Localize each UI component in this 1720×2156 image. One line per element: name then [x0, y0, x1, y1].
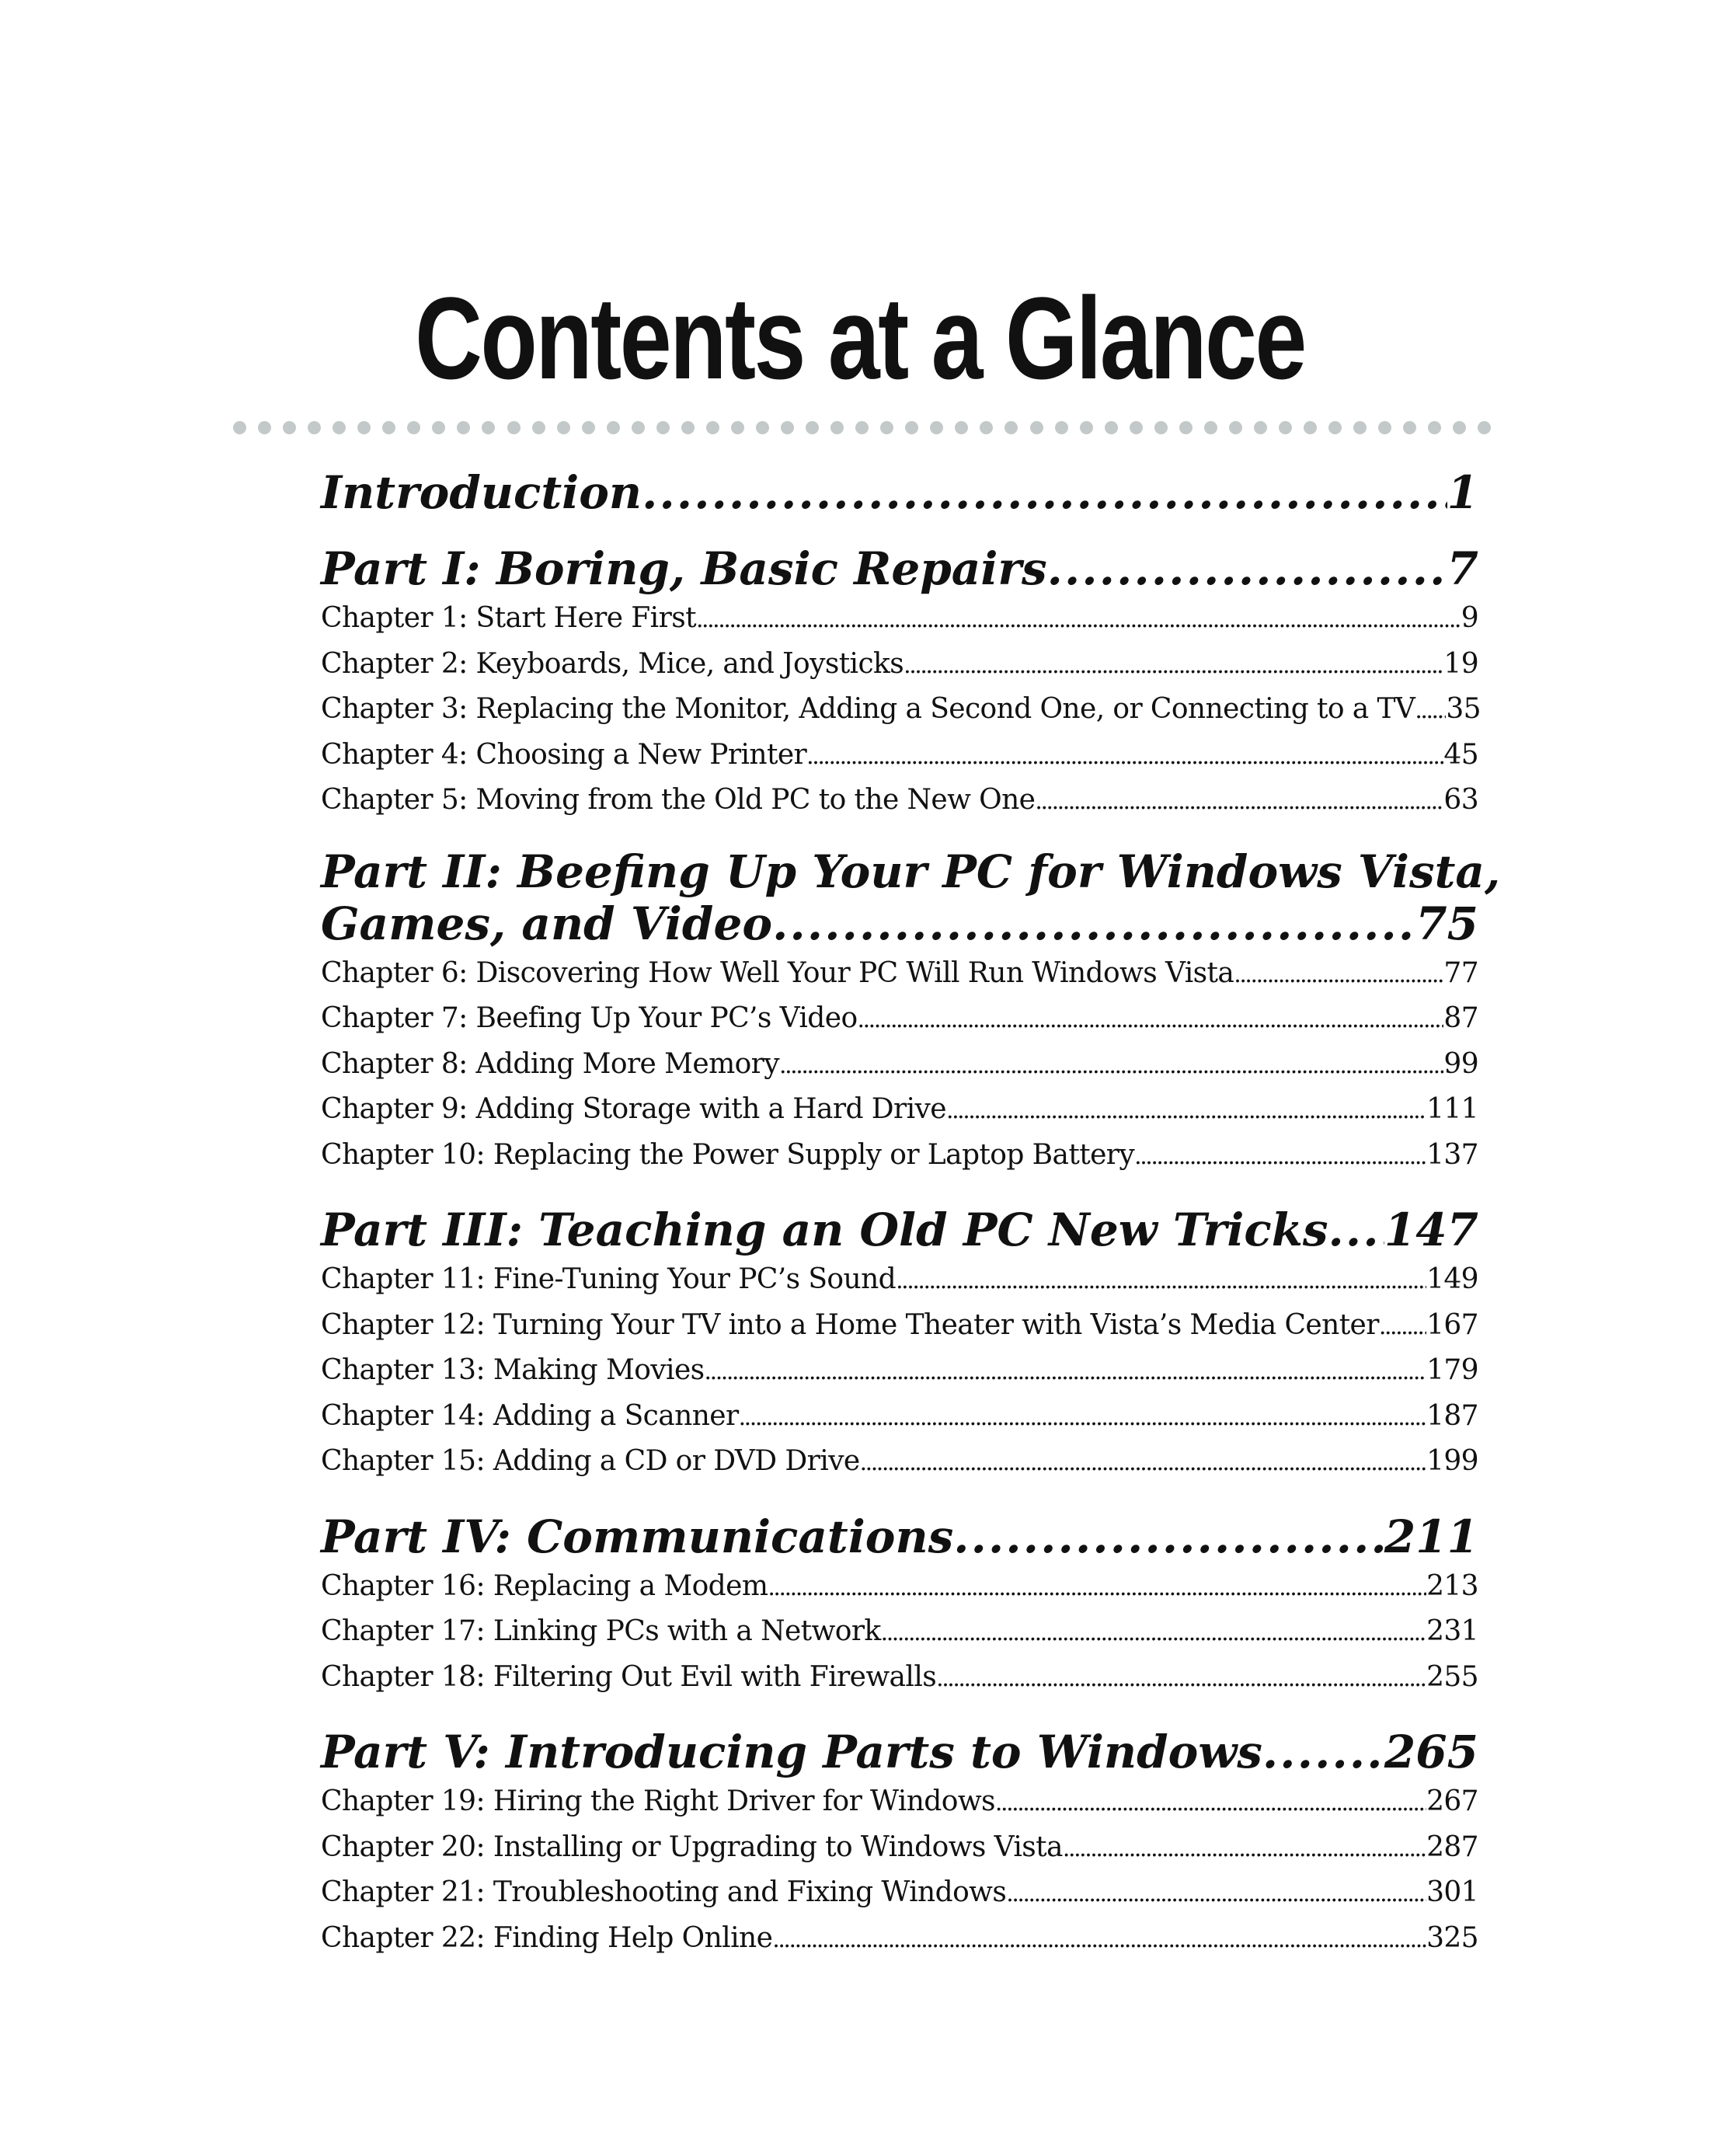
toc-chapter-18[interactable] — [321, 1656, 1478, 1701]
dot-leader — [860, 1440, 1427, 1486]
dot-leader — [768, 1565, 1426, 1611]
toc-chapter-2[interactable] — [321, 643, 1478, 688]
dot-leader — [1134, 1134, 1426, 1179]
toc-chapter-13[interactable] — [321, 1349, 1478, 1395]
chapter-title: Chapter 21: Troubleshooting and Fixing Windows — [321, 1876, 1007, 1908]
page-number: 167 — [1426, 1308, 1478, 1341]
part-title-line-2: Games, and Video — [321, 897, 773, 950]
dot-leader — [1328, 1202, 1384, 1258]
chapter-title: Chapter 12: Turning Your TV into a Home Theater with Vista’s Media Center — [321, 1308, 1379, 1341]
page-number: 77 — [1443, 956, 1478, 989]
dot-leader — [696, 597, 1461, 643]
page-number: 111 — [1426, 1093, 1478, 1125]
chapter-title: Chapter 20: Installing or Upgrading to Windows Vista — [321, 1830, 1063, 1863]
toc-chapter-4[interactable] — [321, 733, 1478, 779]
toc-chapter-6[interactable] — [321, 952, 1478, 998]
page-number: 63 — [1443, 784, 1478, 816]
toc-chapter-7[interactable] — [321, 997, 1478, 1043]
toc-part-5[interactable] — [321, 1724, 1478, 1780]
toc-chapter-22[interactable] — [321, 1917, 1478, 1963]
page-number: 325 — [1426, 1921, 1478, 1954]
page-number: 19 — [1443, 647, 1478, 680]
toc-chapter-15[interactable] — [321, 1440, 1478, 1486]
dot-leader — [642, 465, 1447, 521]
page-number: 287 — [1426, 1830, 1478, 1863]
chapter-title: Chapter 1: Start Here First — [321, 602, 696, 634]
chapter-title: Chapter 17: Linking PCs with a Network — [321, 1615, 881, 1647]
page-number: 267 — [1426, 1785, 1478, 1817]
page-number: 149 — [1426, 1263, 1478, 1295]
page-number: 147 — [1384, 1203, 1478, 1256]
part-title: Part I: Boring, Basic Repairs — [321, 542, 1047, 595]
part-title-line-1[interactable]: Part II: Beefing Up Your PC for Windows Vista, — [321, 845, 1501, 898]
page-number: 137 — [1426, 1138, 1478, 1171]
dot-leader — [1063, 1826, 1426, 1872]
toc-chapter-10[interactable] — [321, 1134, 1478, 1179]
chapter-title: Chapter 11: Fine-Tuning Your PC’s Sound — [321, 1263, 897, 1295]
page-number: 75 — [1415, 897, 1478, 950]
part-title: Part III: Teaching an Old PC New Tricks — [321, 1203, 1328, 1256]
toc-chapter-20[interactable] — [321, 1826, 1478, 1872]
dot-leader — [1379, 1304, 1426, 1350]
chapter-title: Chapter 19: Hiring the Right Driver for Windows — [321, 1785, 995, 1817]
dot-leader — [858, 997, 1444, 1043]
toc-part-4[interactable] — [321, 1509, 1478, 1565]
part-title: Part IV: Communications — [321, 1510, 954, 1563]
toc-chapter-3[interactable] — [321, 688, 1481, 733]
page-number: 99 — [1443, 1047, 1478, 1080]
chapter-title: Chapter 14: Adding a Scanner — [321, 1399, 739, 1432]
table-of-contents — [321, 465, 1501, 1962]
toc-chapter-11[interactable] — [321, 1258, 1478, 1304]
page-number: 87 — [1443, 1002, 1478, 1034]
page-number: 45 — [1443, 738, 1478, 771]
dot-leader — [904, 643, 1443, 688]
chapter-title: Chapter 7: Beefing Up Your PC’s Video — [321, 1002, 858, 1034]
chapter-title: Chapter 8: Adding More Memory — [321, 1047, 780, 1080]
dot-leader — [739, 1395, 1426, 1440]
toc-chapter-5[interactable] — [321, 778, 1478, 824]
toc-chapter-16[interactable] — [321, 1565, 1478, 1611]
dot-leader — [1047, 541, 1447, 597]
toc-chapter-1[interactable] — [321, 597, 1478, 643]
page-number: 211 — [1384, 1510, 1478, 1563]
toc-part-3[interactable] — [321, 1202, 1478, 1258]
toc-chapter-12[interactable] — [321, 1304, 1478, 1350]
page-title: Contents at a Glance — [415, 273, 1305, 403]
part-title: Part V: Introducing Parts to Windows — [321, 1726, 1262, 1778]
dot-leader — [772, 1917, 1426, 1963]
page-number: 199 — [1426, 1445, 1478, 1477]
page-number: 187 — [1426, 1399, 1478, 1432]
dot-leader — [896, 1258, 1426, 1304]
chapter-title: Chapter 15: Adding a CD or DVD Drive — [321, 1445, 860, 1477]
dot-leader — [1234, 952, 1443, 998]
dot-leader — [705, 1349, 1427, 1395]
dot-leader — [1415, 688, 1446, 733]
page-number: 179 — [1426, 1354, 1478, 1386]
part-title: Introduction — [321, 466, 642, 519]
dot-leader — [953, 1509, 1384, 1565]
chapter-title: Chapter 6: Discovering How Well Your PC Will Run Windows Vista — [321, 956, 1234, 989]
chapter-title: Chapter 18: Filtering Out Evil with Firewalls — [321, 1660, 937, 1693]
toc-chapter-21[interactable] — [321, 1871, 1478, 1917]
dot-leader — [1262, 1724, 1384, 1780]
dot-leader — [936, 1656, 1426, 1701]
chapter-title: Chapter 13: Making Movies — [321, 1354, 705, 1386]
page-number: 1 — [1447, 466, 1478, 519]
page-number: 231 — [1426, 1615, 1478, 1647]
dot-leader — [772, 896, 1415, 952]
toc-chapter-9[interactable] — [321, 1088, 1478, 1134]
chapter-title: Chapter 5: Moving from the Old PC to the New One — [321, 784, 1036, 816]
toc-part-2[interactable] — [321, 896, 1478, 952]
page-number: 265 — [1384, 1726, 1478, 1778]
dotted-rule — [233, 420, 1492, 435]
dot-leader — [779, 1043, 1443, 1088]
chapter-title: Chapter 2: Keyboards, Mice, and Joysticks — [321, 647, 904, 680]
dot-leader — [1035, 778, 1443, 824]
toc-chapter-17[interactable] — [321, 1610, 1478, 1656]
page-number: 213 — [1426, 1569, 1478, 1602]
toc-chapter-14[interactable] — [321, 1395, 1478, 1440]
page-number: 301 — [1426, 1876, 1478, 1908]
page-number: 9 — [1461, 602, 1478, 634]
toc-chapter-19[interactable] — [321, 1780, 1478, 1826]
dot-leader — [806, 733, 1443, 779]
chapter-title: Chapter 10: Replacing the Power Supply or Laptop Battery — [321, 1138, 1135, 1171]
chapter-title: Chapter 22: Finding Help Online — [321, 1921, 773, 1954]
dot-leader — [881, 1610, 1426, 1656]
chapter-title: Chapter 4: Choosing a New Printer — [321, 738, 807, 771]
chapter-title: Chapter 16: Replacing a Modem — [321, 1569, 768, 1602]
chapter-title: Chapter 3: Replacing the Monitor, Adding a Second One, or Connecting to a TV — [321, 693, 1415, 725]
toc-chapter-8[interactable] — [321, 1043, 1478, 1088]
toc-part-1[interactable] — [321, 541, 1478, 597]
chapter-title: Chapter 9: Adding Storage with a Hard Drive — [321, 1093, 946, 1125]
toc-introduction[interactable] — [321, 465, 1478, 521]
dot-leader — [1006, 1871, 1426, 1917]
page-number: 7 — [1447, 542, 1478, 595]
dot-leader — [995, 1780, 1426, 1826]
dot-leader — [946, 1088, 1426, 1134]
page-number: 35 — [1446, 693, 1481, 725]
page-number: 255 — [1426, 1660, 1478, 1693]
